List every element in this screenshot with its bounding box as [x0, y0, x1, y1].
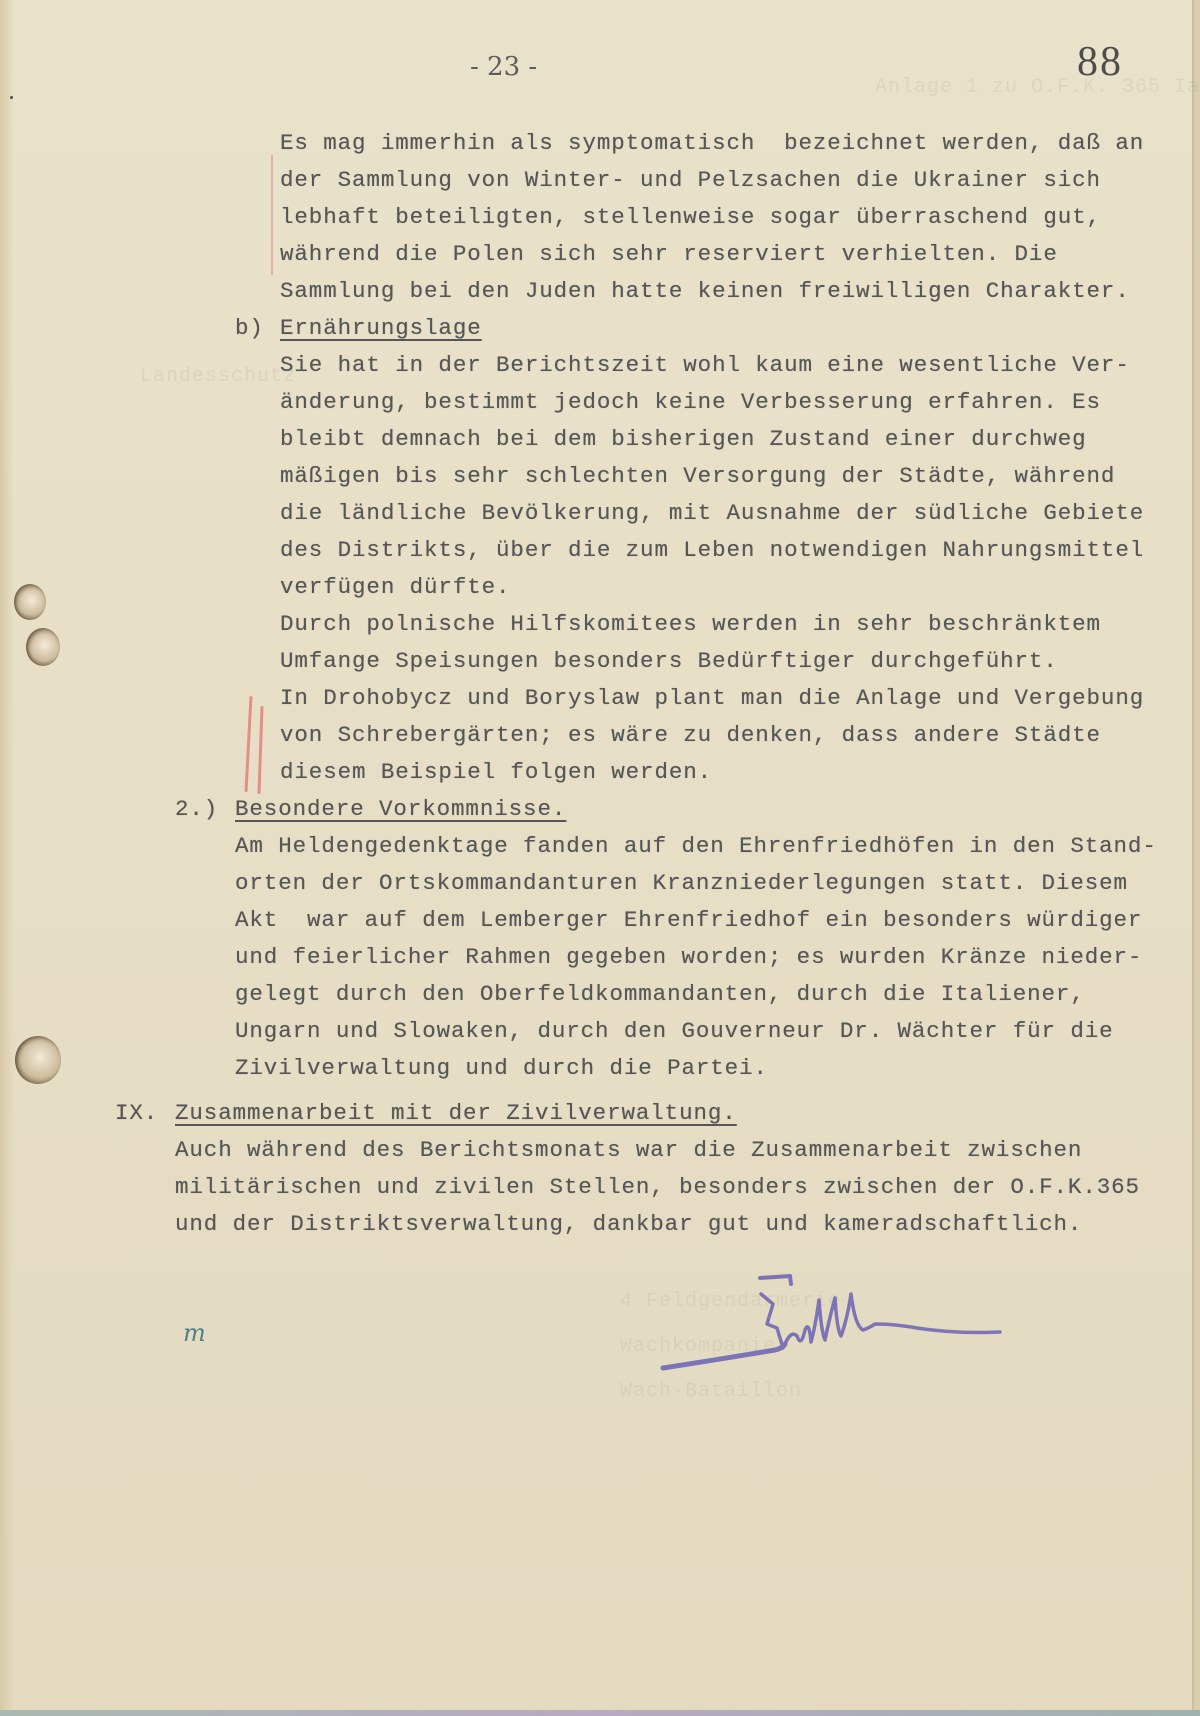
section-marker: 2.) — [175, 796, 219, 822]
bleed-through-text: Wachkompanie — [620, 1335, 777, 1358]
text-line: Es mag immerhin als symptomatisch bezeichnet werden, daß an — [280, 130, 1145, 156]
text-line: die ländliche Bevölkerung, mit Ausnahme der südliche Gebiete — [280, 500, 1145, 526]
signature — [655, 1270, 1055, 1380]
text-line: mäßigen bis sehr schlechten Versorgung der Städte, während — [280, 463, 1116, 489]
text-line: Sie hat in der Berichtszeit wohl kaum eine wesentliche Ver- — [280, 352, 1130, 378]
bleed-through-text: Anlage 1 zu O.F.K. 365 Ia — [875, 76, 1200, 99]
punch-hole — [14, 584, 46, 620]
folio-number: 88 — [1077, 39, 1123, 85]
text-line: von Schrebergärten; es wäre zu denken, dass andere Städte — [280, 722, 1101, 748]
red-pencil-margin-line — [271, 155, 273, 275]
text-line: diesem Beispiel folgen werden. — [280, 759, 713, 785]
text-line: lebhaft beteiligten, stellenweise sogar überraschend gut, — [280, 204, 1101, 230]
text-line: Akt war auf dem Lemberger Ehrenfriedhof ein besonders würdiger — [235, 907, 1143, 933]
bleed-through-text: 4 Feldgendarmerie — [620, 1290, 842, 1313]
text-line: militärischen und zivilen Stellen, besonders zwischen der O.F.K.365 — [175, 1174, 1140, 1200]
page-number-marker: - 23 - — [470, 52, 538, 82]
text-line: Auch während des Berichtsmonats war die Zusammenarbeit zwischen — [175, 1137, 1083, 1163]
section-heading: Besondere Vorkommnisse. — [235, 796, 567, 822]
text-line: der Sammlung von Winter- und Pelzsachen die Ukrainer sich — [280, 167, 1101, 193]
text-line: Durch polnische Hilfskomitees werden in sehr beschränktem — [280, 611, 1101, 637]
section-marker: b) — [235, 315, 264, 341]
section-marker: IX. — [115, 1100, 159, 1126]
red-pencil-mark — [244, 696, 252, 792]
text-line: orten der Ortskommandanturen Kranzniederlegungen statt. Diesem — [235, 870, 1128, 896]
text-line: Am Heldengedenktage fanden auf den Ehrenfriedhöfen in den Stand- — [235, 833, 1157, 859]
text-line: In Drohobycz und Boryslaw plant man die Anlage und Vergebung — [280, 685, 1145, 711]
text-line: verfügen dürfte. — [280, 574, 511, 600]
section-heading: Ernährungslage — [280, 315, 482, 341]
text-line: während die Polen sich sehr reserviert verhielten. Die — [280, 241, 1058, 267]
text-line: und der Distriktsverwaltung, dankbar gut und kameradschaftlich. — [175, 1211, 1083, 1237]
scan-edge-strip — [0, 1710, 1200, 1716]
text-line: gelegt durch den Oberfeldkommandanten, durch die Italiener, — [235, 981, 1085, 1007]
text-line: bleibt demnach bei dem bisherigen Zustand einer durchweg — [280, 426, 1087, 452]
text-line: Umfange Speisungen besonders Bedürftiger durchgeführt. — [280, 648, 1058, 674]
text-line: Sammlung bei den Juden hatte keinen freiwilligen Charakter. — [280, 278, 1130, 304]
text-line: und feierlicher Rahmen gegeben worden; es wurden Kränze nieder- — [235, 944, 1143, 970]
handwritten-initials: m — [183, 1319, 206, 1347]
bleed-through-text: Landesschutz — [140, 365, 297, 388]
text-line: änderung, bestimmt jedoch keine Verbesserung erfahren. Es — [280, 389, 1101, 415]
paper-speck — [10, 96, 13, 99]
section-heading: Zusammenarbeit mit der Zivilverwaltung. — [175, 1100, 737, 1126]
paper-edge-shadow — [0, 0, 14, 1716]
bleed-through-text: Wach-Bataillon — [620, 1380, 803, 1403]
text-line: Ungarn und Slowaken, durch den Gouverneur Dr. Wächter für die — [235, 1018, 1114, 1044]
red-pencil-mark — [257, 706, 263, 794]
punch-hole — [26, 628, 60, 666]
text-line: Zivilverwaltung und durch die Partei. — [235, 1055, 768, 1081]
text-line: des Distrikts, über die zum Leben notwendigen Nahrungsmittel — [280, 537, 1145, 563]
punch-hole — [15, 1036, 61, 1084]
